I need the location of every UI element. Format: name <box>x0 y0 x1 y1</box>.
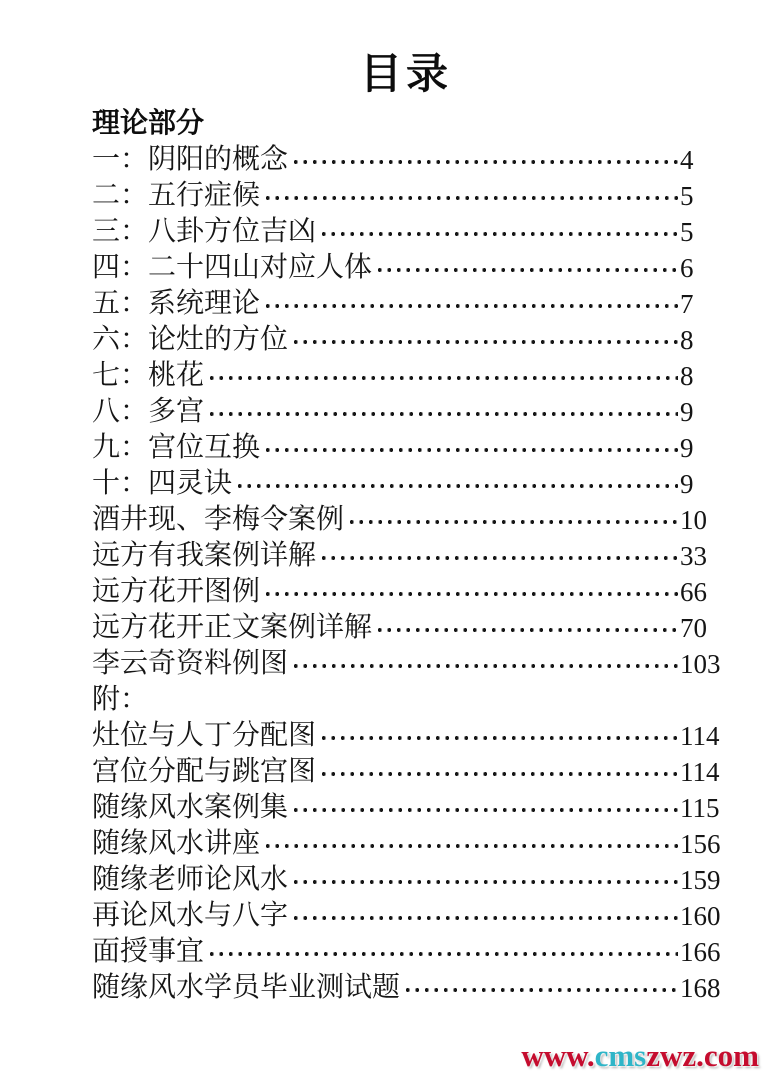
toc-entry <box>92 754 720 790</box>
toc-entry-page-number: 8 <box>680 325 694 355</box>
toc-entry-page-number: 166 <box>680 937 721 967</box>
toc-entry-page-number: 159 <box>680 865 721 895</box>
toc-entry-page-number: 103 <box>680 649 721 679</box>
toc-entry-label: 随缘风水学员毕业测试题 <box>92 972 401 1003</box>
toc-entry-label: 灶位与人丁分配图 <box>92 720 317 751</box>
toc-entry-label: 李云奇资料例图 <box>92 648 289 679</box>
toc-entry-page-number: 70 <box>680 613 707 643</box>
toc-dot-leader <box>207 358 678 394</box>
toc-entry-page-number: 5 <box>680 181 694 211</box>
toc-entry-label: 三：八卦方位吉凶 <box>92 216 317 247</box>
toc-dot-leader <box>263 826 678 862</box>
section-heading: 理论部分 <box>92 108 205 139</box>
toc-entry-label: 七：桃花 <box>92 360 205 391</box>
watermark-url <box>521 1040 759 1071</box>
toc-entry <box>92 682 720 718</box>
toc-entry <box>92 790 720 826</box>
toc-entry <box>92 466 720 502</box>
toc-dot-leader <box>263 178 678 214</box>
toc-entry-label: 远方有我案例详解 <box>92 540 317 571</box>
toc-entry-label: 随缘老师论风水 <box>92 864 289 895</box>
toc-dot-leader <box>291 646 678 682</box>
toc-entry <box>92 394 720 430</box>
toc-entry-label: 随缘风水讲座 <box>92 828 261 859</box>
watermark-segment-cms: cms <box>594 1038 647 1073</box>
toc-dot-leader <box>207 934 678 970</box>
toc-entry <box>92 934 720 970</box>
toc-dot-leader <box>207 394 678 430</box>
watermark-segment-zwz-com: zwz.com <box>646 1038 759 1073</box>
toc-entry-label: 酒井现、李梅令案例 <box>92 504 345 535</box>
toc-entry-page-number: 114 <box>680 757 720 787</box>
toc-entry-label: 六：论灶的方位 <box>92 324 289 355</box>
toc-entry <box>92 178 720 214</box>
toc-entry-label: 五：系统理论 <box>92 288 261 319</box>
toc-entry-page-number: 168 <box>680 973 721 1003</box>
toc-dot-leader <box>263 286 678 322</box>
toc-entry-page-number: 8 <box>680 361 694 391</box>
toc-entry <box>92 610 720 646</box>
toc-entry-page-number: 9 <box>680 433 694 463</box>
toc-dot-leader <box>235 466 678 502</box>
toc-dot-leader <box>263 430 678 466</box>
toc-entry <box>92 862 720 898</box>
toc-entry-page-number: 33 <box>680 541 707 571</box>
toc-dot-leader <box>403 970 678 1006</box>
toc-entry <box>92 898 720 934</box>
toc-dot-leader <box>375 610 678 646</box>
toc-dot-leader <box>291 322 678 358</box>
toc-entry-label: 十：四灵诀 <box>92 468 233 499</box>
toc-entry <box>92 502 720 538</box>
toc-entry-page-number: 5 <box>680 217 694 247</box>
toc-list <box>92 142 720 1006</box>
toc-entry-label: 四：二十四山对应人体 <box>92 252 373 283</box>
toc-entry <box>92 646 720 682</box>
toc-entry <box>92 970 720 1006</box>
toc-entry <box>92 826 720 862</box>
watermark-segment-www: www. <box>521 1038 595 1073</box>
toc-dot-leader <box>319 718 678 754</box>
toc-entry-page-number: 156 <box>680 829 721 859</box>
toc-dot-leader <box>291 142 678 178</box>
toc-entry-label: 再论风水与八字 <box>92 900 289 931</box>
toc-dot-leader <box>375 250 678 286</box>
toc-entry <box>92 358 720 394</box>
toc-entry-label: 二：五行症候 <box>92 180 261 211</box>
toc-dot-leader <box>347 502 678 538</box>
toc-entry <box>92 214 720 250</box>
toc-entry-page-number: 160 <box>680 901 721 931</box>
toc-dot-leader <box>263 574 678 610</box>
toc-entry-label: 面授事宜 <box>92 936 205 967</box>
toc-entry <box>92 286 720 322</box>
toc-entry <box>92 250 720 286</box>
toc-entry-page-number: 4 <box>680 145 694 175</box>
toc-entry-label: 附： <box>92 684 149 715</box>
toc-entry-page-number: 115 <box>680 793 720 823</box>
page-content <box>92 0 720 1006</box>
toc-entry-page-number: 9 <box>680 469 694 499</box>
toc-entry-page-number: 10 <box>680 505 707 535</box>
toc-entry-label: 远方花开正文案例详解 <box>92 612 373 643</box>
toc-dot-leader <box>319 754 678 790</box>
toc-entry-label: 宫位分配与跳宫图 <box>92 756 317 787</box>
toc-entry-page-number: 7 <box>680 289 694 319</box>
toc-entry <box>92 322 720 358</box>
toc-dot-leader <box>291 898 678 934</box>
toc-entry <box>92 538 720 574</box>
toc-entry-page-number: 66 <box>680 577 707 607</box>
toc-entry <box>92 718 720 754</box>
toc-entry <box>92 142 720 178</box>
toc-entry-page-number: 6 <box>680 253 694 283</box>
toc-entry-label: 九：宫位互换 <box>92 432 261 463</box>
toc-entry <box>92 574 720 610</box>
toc-entry-page-number: 9 <box>680 397 694 427</box>
page-title: 目录 <box>359 52 452 98</box>
toc-dot-leader <box>319 538 678 574</box>
toc-entry-label: 一：阴阳的概念 <box>92 144 289 175</box>
toc-entry <box>92 430 720 466</box>
toc-entry-label: 八：多宫 <box>92 396 205 427</box>
toc-entry-label: 随缘风水案例集 <box>92 792 289 823</box>
toc-dot-leader <box>319 214 678 250</box>
toc-dot-leader <box>291 790 678 826</box>
toc-entry-label: 远方花开图例 <box>92 576 261 607</box>
toc-entry-page-number: 114 <box>680 721 720 751</box>
toc-dot-leader <box>291 862 678 898</box>
